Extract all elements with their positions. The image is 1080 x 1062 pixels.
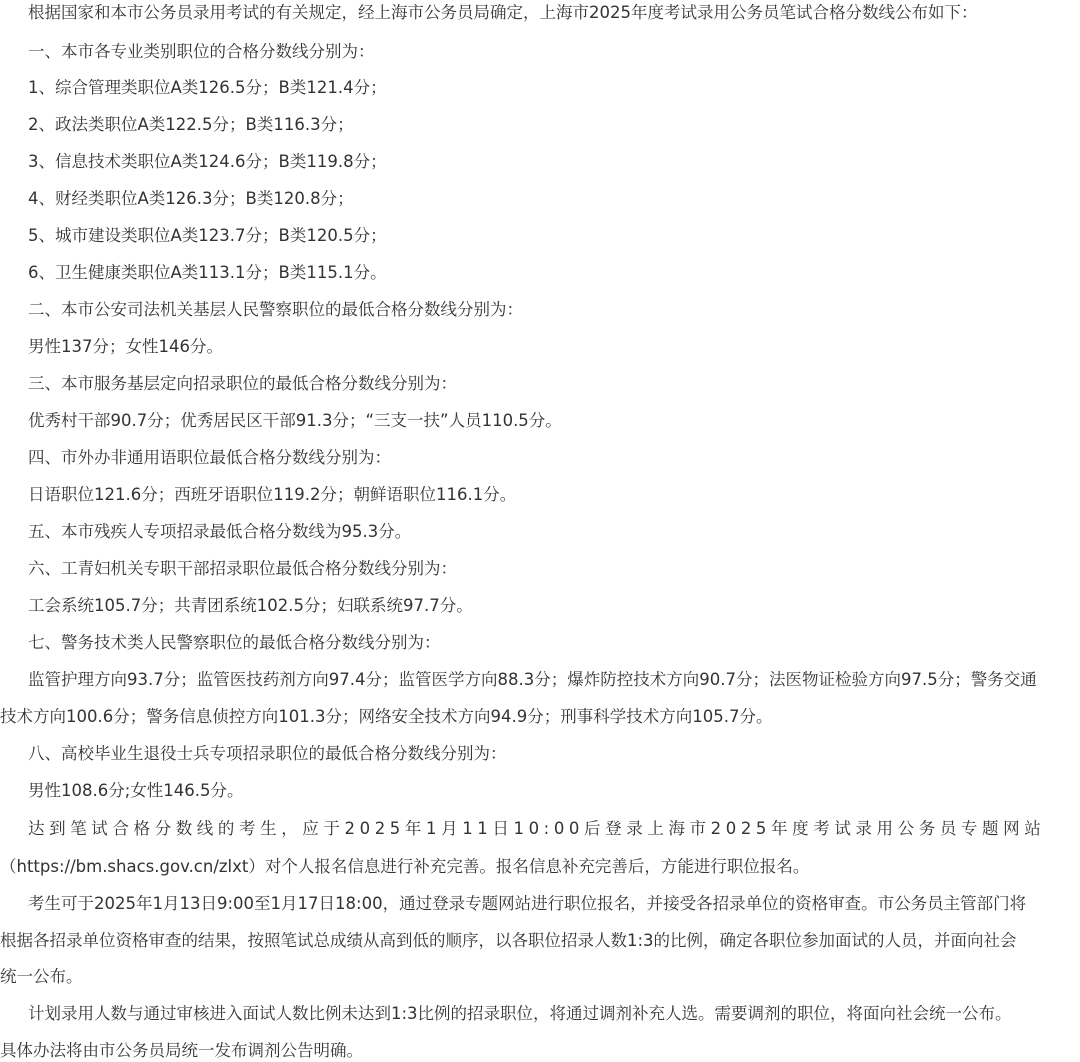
section-3-heading: 三、本市服务基层定向招录职位的最低合格分数线分别为： — [28, 374, 457, 393]
section-4-body: 日语职位121.6分；西班牙语职位119.2分；朝鲜语职位116.1分。 — [28, 485, 517, 504]
section-7-body-line-1: 监管护理方向93.7分；监管医技药剂方向97.4分；监管医学方向88.3分；爆炸防控技术方向90.7分；法医物证检验方向97.5分；警务交通 — [28, 670, 1037, 689]
paragraph-2-line-3: 统一公布。 — [0, 967, 83, 986]
paragraph-1-line-2: （https://bm.shacs.gov.cn/zlxt）对个人报名信息进行补充完善。报名信息补充完善后，方能进行职位报名。 — [0, 857, 810, 876]
section-7-body-line-2: 技术方向100.6分；警务信息侦控方向101.3分；网络安全技术方向94.9分；刑事科学技术方向105.7分。 — [0, 707, 773, 726]
section-1-item-5: 5、城市建设类职位A类123.7分；B类120.5分； — [28, 226, 387, 245]
paragraph-3-line-1: 计划录用人数与通过审核进入面试人数比例未达到1:3比例的招录职位，将通过调剂补充人选。需要调剂的职位，将面向社会统一公布。 — [28, 1004, 1012, 1023]
section-4-heading: 四、市外办非通用语职位最低合格分数线分别为： — [28, 448, 391, 467]
section-1-item-6: 6、卫生健康类职位A类113.1分；B类115.1分。 — [28, 263, 387, 282]
section-6-body: 工会系统105.7分；共青团系统102.5分；妇联系统97.7分。 — [28, 596, 473, 615]
section-1-item-3: 3、信息技术类职位A类124.6分；B类119.8分； — [28, 152, 387, 171]
paragraph-2-line-1: 考生可于2025年1月13日9:00至1月17日18:00，通过登录专题网站进行职位报名，并接受各招录单位的资格审查。市公务员主管部门将 — [28, 894, 1027, 913]
section-5-heading: 五、本市残疾人专项招录最低合格分数线为95.3分。 — [28, 522, 412, 541]
section-1-item-2: 2、政法类职位A类122.5分；B类116.3分； — [28, 115, 354, 134]
section-6-heading: 六、工青妇机关专职干部招录职位最低合格分数线分别为： — [28, 559, 457, 578]
section-1-item-4: 4、财经类职位A类126.3分；B类120.8分； — [28, 189, 354, 208]
paragraph-1-line-1: 达到笔试合格分数线的考生，应于2025年1月11日10:00后登录上海市2025年度考试录用公务员专题网站 — [28, 819, 1046, 838]
section-2-heading: 二、本市公安司法机关基层人民警察职位的最低合格分数线分别为： — [28, 300, 523, 319]
section-3-body: 优秀村干部90.7分；优秀居民区干部91.3分；“三支一扶”人员110.5分。 — [28, 411, 562, 430]
section-8-heading: 八、高校毕业生退役士兵专项招录职位的最低合格分数线分别为： — [28, 744, 507, 763]
section-1-heading: 一、本市各专业类别职位的合格分数线分别为： — [28, 42, 375, 61]
section-1-item-1: 1、综合管理类职位A类126.5分；B类121.4分； — [28, 78, 387, 97]
paragraph-3-line-2: 具体办法将由市公务员局统一发布调剂公告明确。 — [0, 1041, 363, 1060]
section-2-body: 男性137分；女性146分。 — [28, 337, 223, 356]
paragraph-2-line-2: 根据各招录单位资格审查的结果，按照笔试总成绩从高到低的顺序，以各职位招录人数1:3的比例，确定各职位参加面试的人员，并面向社会 — [0, 931, 1017, 950]
section-8-body: 男性108.6分;女性146.5分。 — [28, 781, 244, 800]
intro-paragraph: 根据国家和本市公务员录用考试的有关规定，经上海市公务员局确定，上海市2025年度考试录用公务员笔试合格分数线公布如下： — [28, 3, 978, 22]
section-7-heading: 七、警务技术类人民警察职位的最低合格分数线分别为： — [28, 633, 441, 652]
